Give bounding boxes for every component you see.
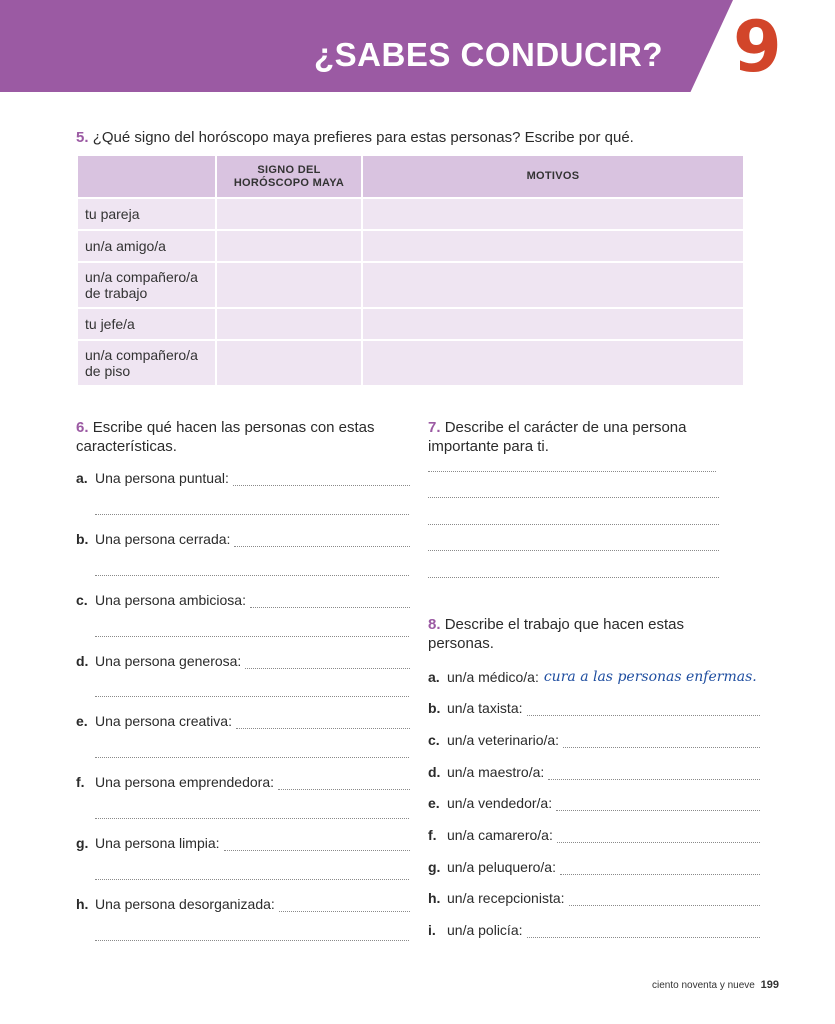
table-header-empty: [77, 155, 216, 198]
list-item: [428, 667, 760, 685]
list-item: [428, 793, 760, 811]
item-label: Una persona creativa:: [95, 713, 232, 729]
answer-line[interactable]: [527, 924, 761, 938]
instruction-text: Escribe qué hacen las personas con estas características.: [76, 419, 375, 455]
item-letter: h.: [428, 890, 441, 906]
item-label: un/a policía:: [447, 922, 523, 938]
answer-line[interactable]: [279, 898, 410, 912]
exercise-8-instruction: [428, 615, 728, 653]
table-header-reasons: MOTIVOS: [362, 155, 744, 198]
item-letter: f.: [428, 827, 437, 843]
reason-answer-cell[interactable]: [362, 230, 744, 262]
table-row-label: un/a amigo/a: [77, 230, 216, 262]
answer-line[interactable]: [557, 829, 760, 843]
list-item: [76, 772, 410, 790]
instruction-text: Describe el trabajo que hacen estas personas.: [428, 616, 684, 652]
sign-answer-cell[interactable]: [216, 230, 362, 262]
item-letter: h.: [76, 896, 89, 912]
exercise-7-instruction: [428, 418, 728, 456]
table-row-label: tu jefe/a: [77, 308, 216, 340]
page-footer: [652, 979, 779, 991]
item-letter: c.: [76, 592, 88, 608]
list-item: [76, 833, 410, 851]
page-number: 199: [760, 979, 779, 991]
item-label: Una persona cerrada:: [95, 531, 231, 547]
answer-line[interactable]: [245, 655, 410, 669]
answer-line[interactable]: [556, 797, 760, 811]
answer-line[interactable]: [95, 575, 409, 576]
item-label: un/a recepcionista:: [447, 890, 565, 906]
list-item: [428, 920, 760, 938]
page-title: ¿SABES CONDUCIR?: [313, 36, 663, 73]
item-letter: g.: [428, 859, 441, 875]
item-letter: d.: [76, 653, 89, 669]
reason-answer-cell[interactable]: [362, 262, 744, 308]
list-item: [76, 529, 410, 547]
item-label: un/a camarero/a:: [447, 827, 553, 843]
list-item: [428, 825, 760, 843]
answer-line[interactable]: [428, 497, 719, 498]
exercise-6-instruction: [76, 418, 416, 456]
answer-line[interactable]: [95, 940, 409, 941]
answer-line[interactable]: [95, 636, 409, 637]
answer-line[interactable]: [236, 715, 410, 729]
reason-answer-cell[interactable]: [362, 308, 744, 340]
sign-answer-cell[interactable]: [216, 308, 362, 340]
exercise-number: 6.: [76, 419, 89, 436]
sign-answer-cell[interactable]: [216, 262, 362, 308]
item-letter: f.: [76, 774, 85, 790]
page-number-words: ciento noventa y nueve: [652, 980, 755, 991]
answer-line[interactable]: [95, 514, 409, 515]
item-letter: e.: [428, 795, 440, 811]
answer-line[interactable]: [278, 776, 410, 790]
item-label: un/a veterinario/a:: [447, 732, 560, 748]
instruction-text: ¿Qué signo del horóscopo maya prefieres para estas personas? Escribe por qué.: [92, 129, 634, 146]
item-label: un/a taxista:: [447, 700, 523, 716]
list-item: [428, 698, 760, 716]
item-letter: b.: [76, 531, 89, 547]
answer-line[interactable]: [234, 533, 410, 547]
list-item: [428, 762, 760, 780]
answer-line[interactable]: [428, 471, 716, 472]
sign-answer-cell[interactable]: [216, 198, 362, 230]
sign-answer-cell[interactable]: [216, 340, 362, 386]
item-label: un/a médico/a:: [447, 669, 539, 685]
answer-line[interactable]: [250, 594, 410, 608]
list-item: [76, 590, 410, 608]
item-label: Una persona emprendedora:: [95, 774, 275, 790]
answer-line[interactable]: [428, 577, 719, 578]
list-item: [428, 888, 760, 906]
item-label: Una persona ambiciosa:: [95, 592, 246, 608]
item-letter: b.: [428, 700, 441, 716]
item-letter: d.: [428, 764, 441, 780]
exercise-5-instruction: [76, 128, 634, 147]
answer-line[interactable]: [563, 734, 760, 748]
list-item: [428, 730, 760, 748]
list-item: [76, 651, 410, 669]
exercise-number: 8.: [428, 616, 441, 633]
answer-line[interactable]: [95, 879, 409, 880]
list-item: [76, 711, 410, 729]
item-letter: e.: [76, 713, 88, 729]
table-row-label: un/a compañero/a de piso: [77, 340, 216, 386]
item-letter: g.: [76, 835, 89, 851]
answer-line[interactable]: [569, 892, 760, 906]
table-row-label: tu pareja: [77, 198, 216, 230]
item-letter: a.: [428, 669, 440, 685]
list-item: [76, 468, 410, 486]
item-label: Una persona limpia:: [95, 835, 220, 851]
list-item: [76, 894, 410, 912]
answer-line[interactable]: [428, 550, 719, 551]
horoscope-table: [76, 154, 745, 387]
answer-line[interactable]: [95, 757, 409, 758]
item-label: Una persona puntual:: [95, 470, 229, 486]
item-letter: c.: [428, 732, 440, 748]
answer-line[interactable]: [224, 837, 410, 851]
unit-number: 9: [733, 6, 782, 88]
answer-line[interactable]: [560, 861, 760, 875]
table-row-label: un/a compañero/a de trabajo: [77, 262, 216, 308]
item-label: un/a peluquero/a:: [447, 859, 556, 875]
exercise-number: 5.: [76, 129, 89, 146]
item-label: Una persona generosa:: [95, 653, 242, 669]
answer-line[interactable]: [95, 818, 409, 819]
item-label: un/a maestro/a:: [447, 764, 545, 780]
item-letter: a.: [76, 470, 88, 486]
list-item: [428, 857, 760, 875]
answer-line[interactable]: [548, 766, 760, 780]
answer-line[interactable]: [428, 524, 719, 525]
table-header-sign: SIGNO DEL HORÓSCOPO MAYA: [216, 155, 362, 198]
answer-line[interactable]: [527, 702, 761, 716]
reason-answer-cell[interactable]: [362, 340, 744, 386]
reason-answer-cell[interactable]: [362, 198, 744, 230]
item-label: Una persona desorganizada:: [95, 896, 275, 912]
item-label: un/a vendedor/a:: [447, 795, 553, 811]
exercise-number: 7.: [428, 419, 441, 436]
answer-line[interactable]: [233, 472, 410, 486]
handwritten-answer: cura a las personas enfermas.: [543, 669, 757, 685]
answer-line[interactable]: [95, 696, 409, 697]
instruction-text: Describe el carácter de una persona importante para ti.: [428, 419, 687, 455]
item-letter: i.: [428, 922, 436, 938]
